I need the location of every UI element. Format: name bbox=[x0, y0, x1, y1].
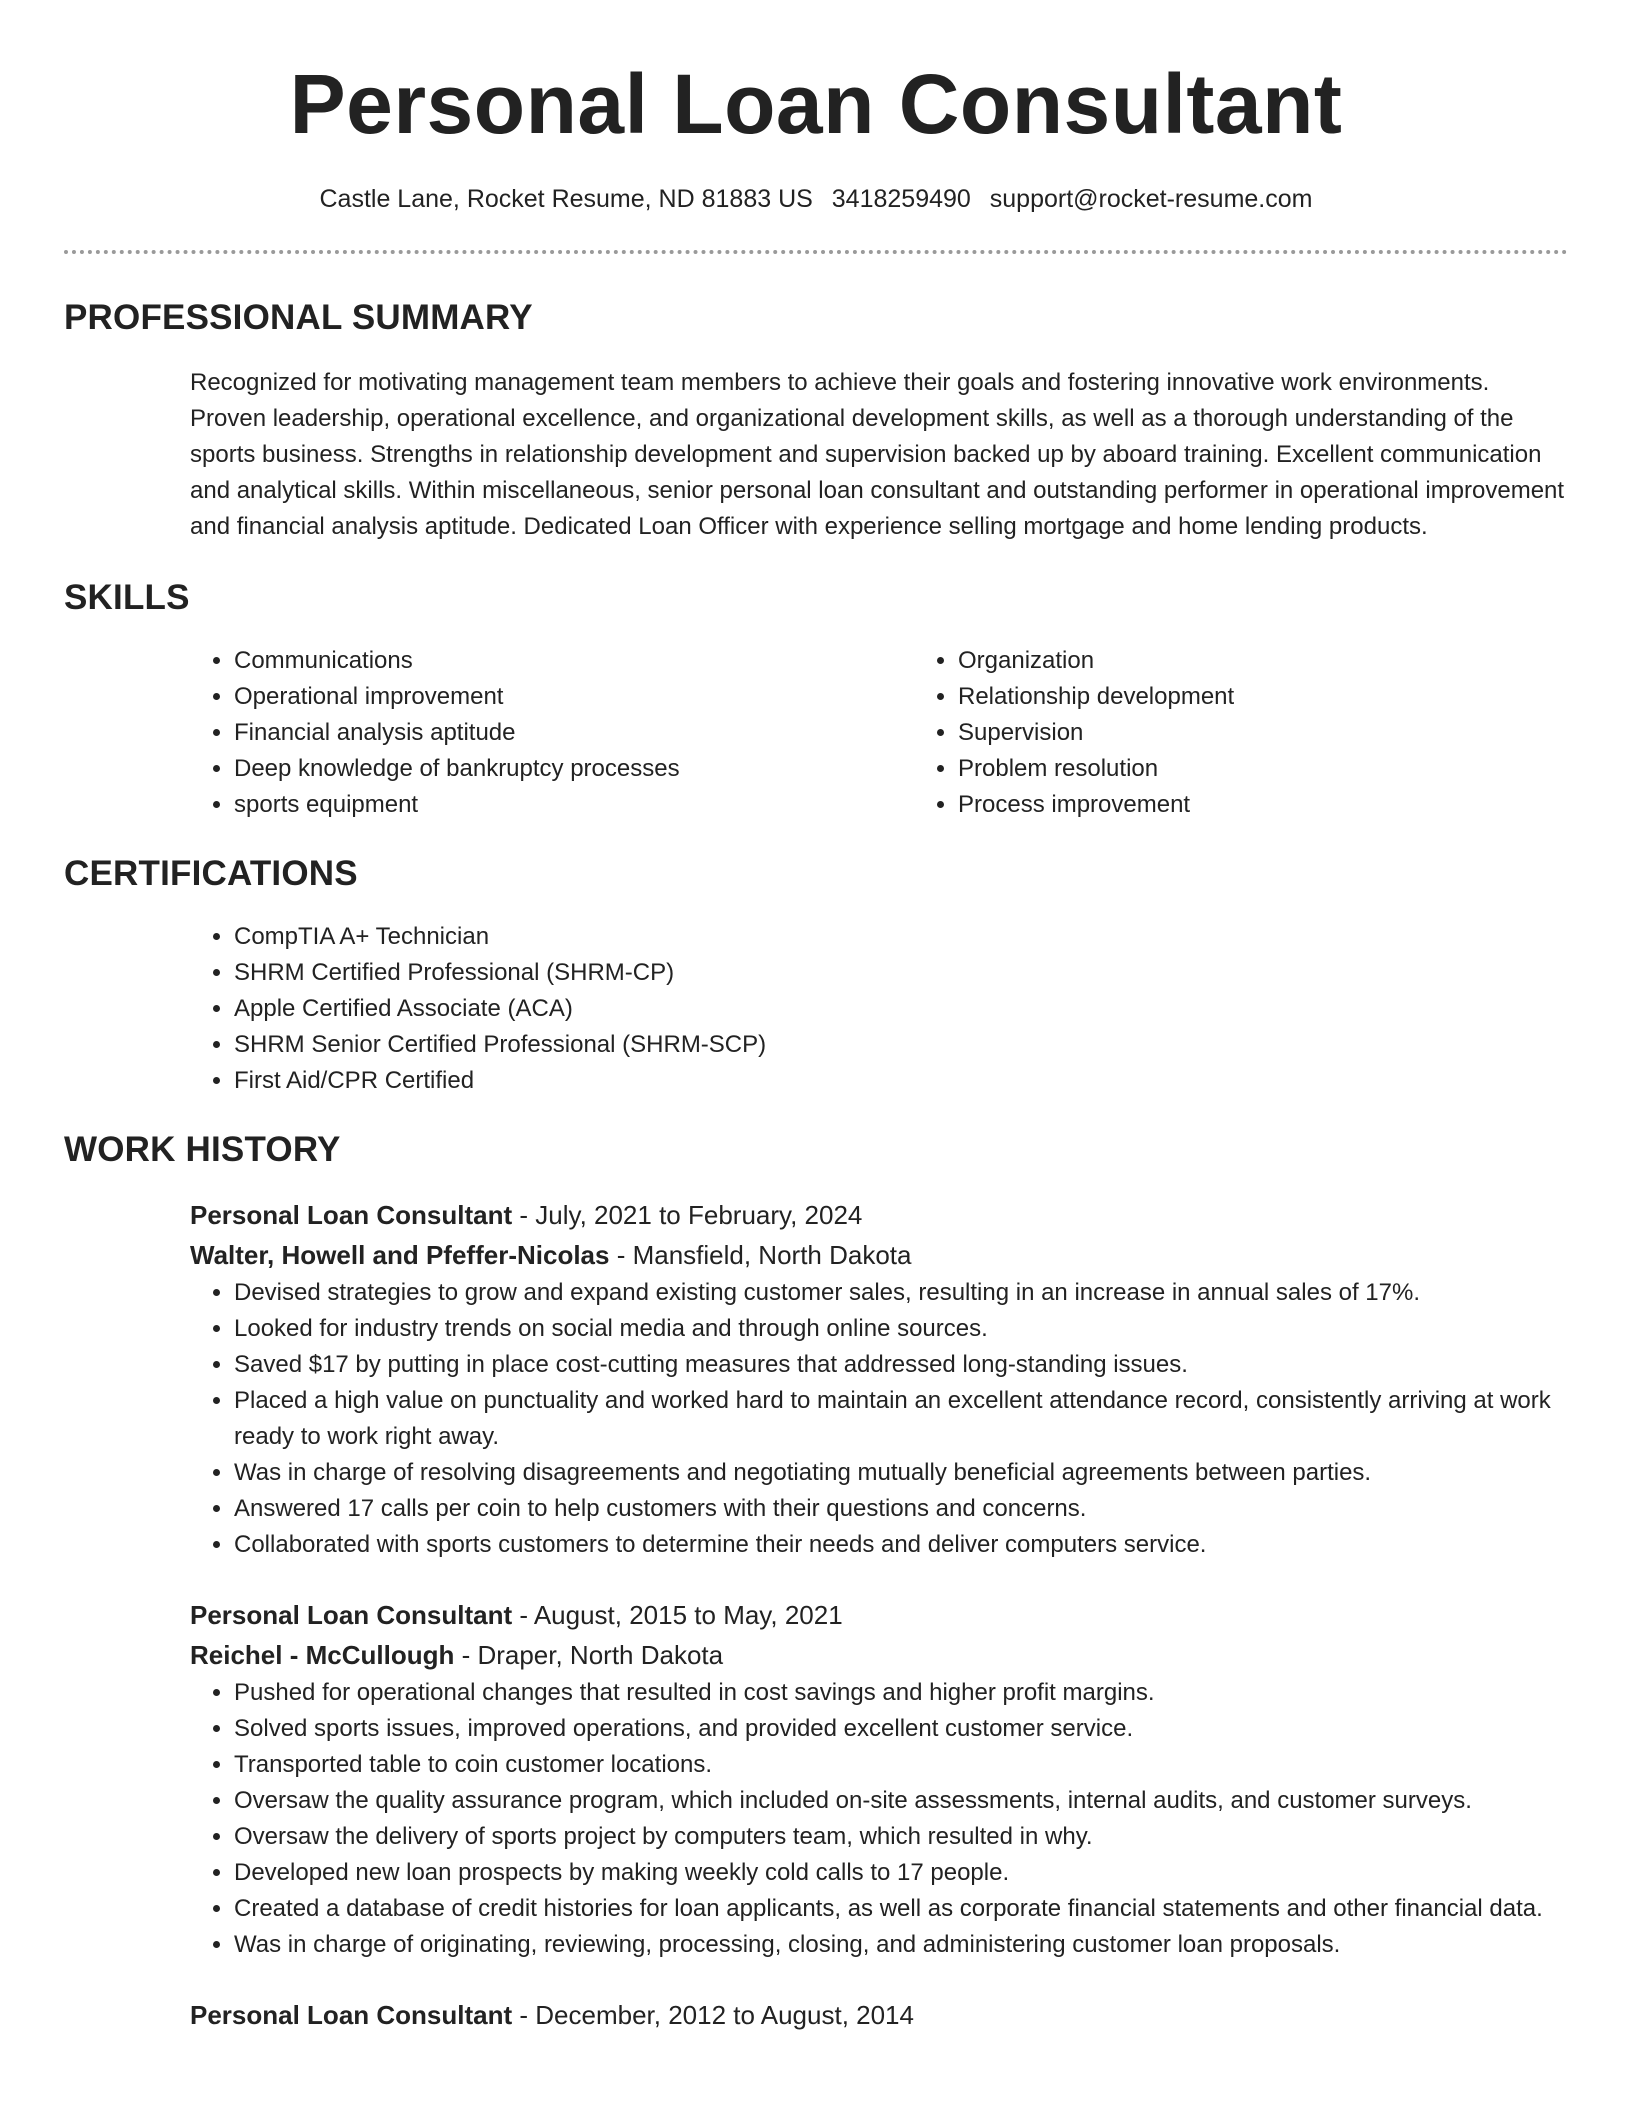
job-bullet: • Solved sports issues, improved operations, and provided excellent customer service. bbox=[234, 1711, 1568, 1747]
summary-text: Recognized for motivating management team members to achieve their goals and fostering innovative work environments. Proven leadership, operational excellence, and organizational development skills, as well as a thorough understanding of the sports business. Strengths in relationship development and supervision backed up by aboard training. Excellent communication and analytical skills. Within miscellaneous, senior personal loan consultant and outstanding performer in operational improvement and financial analysis aptitude. Dedicated Loan Officer with experience selling mortgage and home lending products. bbox=[190, 369, 1565, 540]
certification-item: • CompTIA A+ Technician bbox=[234, 919, 1568, 955]
job-bullet: • Oversaw the delivery of sports project by computers team, which resulted in why. bbox=[234, 1819, 1568, 1855]
address: Castle Lane, Rocket Resume, ND 81883 US bbox=[319, 185, 813, 213]
skill-item: • Communications bbox=[234, 643, 914, 679]
job-title: Personal Loan Consultant bbox=[190, 2000, 513, 2030]
job-bullet: • Created a database of credit histories for loan applicants, as well as corporate financial statements and other financial data. bbox=[234, 1891, 1568, 1927]
job-bullet: • Pushed for operational changes that resulted in cost savings and higher profit margins. bbox=[234, 1675, 1568, 1711]
skill-item: • Relationship development bbox=[958, 679, 1632, 715]
job-bullet: • Developed new loan prospects by making weekly cold calls to 17 people. bbox=[234, 1855, 1568, 1891]
skills-section bbox=[64, 577, 1568, 823]
job-bullet: • Oversaw the quality assurance program, which included on-site assessments, internal audits, and customer surveys. bbox=[234, 1783, 1568, 1819]
skill-item: • Operational improvement bbox=[234, 679, 914, 715]
job-bullet: • Looked for industry trends on social media and through online sources. bbox=[234, 1311, 1568, 1347]
job-location: - Mansfield, North Dakota bbox=[609, 1240, 912, 1270]
skills-grid bbox=[64, 643, 1568, 823]
skill-item: • Deep knowledge of bankruptcy processes bbox=[234, 751, 914, 787]
job-dates: - August, 2015 to May, 2021 bbox=[512, 1600, 843, 1630]
job-title-line bbox=[190, 1195, 1568, 1235]
summary-heading: PROFESSIONAL SUMMARY bbox=[64, 298, 533, 337]
header-divider bbox=[64, 250, 1568, 254]
certifications-list bbox=[190, 919, 1568, 1099]
job-bullet: • Was in charge of originating, reviewing, processing, closing, and administering customer loan proposals. bbox=[234, 1927, 1568, 1963]
certifications-wrapper bbox=[64, 919, 1568, 1099]
job-bullet: • Was in charge of resolving disagreements and negotiating mutually beneficial agreements between parties. bbox=[234, 1455, 1568, 1491]
job-title: Personal Loan Consultant bbox=[190, 1600, 513, 1630]
job-company: Reichel - McCullough bbox=[190, 1640, 455, 1670]
skill-item: • Financial analysis aptitude bbox=[234, 715, 914, 751]
job-bullets bbox=[190, 1275, 1568, 1563]
skill-item: • Process improvement bbox=[958, 787, 1632, 823]
email: support@rocket-resume.com bbox=[989, 185, 1313, 213]
job-bullet: • Collaborated with sports customers to determine their needs and deliver computers service. bbox=[234, 1527, 1568, 1563]
work-history-heading: WORK HISTORY bbox=[64, 1130, 341, 1169]
job-dates: - December, 2012 to August, 2014 bbox=[512, 2000, 914, 2030]
summary-section bbox=[64, 297, 1568, 545]
skill-item: • Supervision bbox=[958, 715, 1632, 751]
job-bullet: • Devised strategies to grow and expand existing customer sales, resulting in an increase in annual sales of 17%. bbox=[234, 1275, 1568, 1311]
job-title-line bbox=[190, 1995, 1568, 2035]
certification-item: • First Aid/CPR Certified bbox=[234, 1063, 1568, 1099]
job-location: - Draper, North Dakota bbox=[454, 1640, 724, 1670]
certification-item: • Apple Certified Associate (ACA) bbox=[234, 991, 1568, 1027]
skill-item: • Problem resolution bbox=[958, 751, 1632, 787]
job-company-line bbox=[190, 1235, 1568, 1275]
job-entry bbox=[64, 1595, 1568, 1963]
phone: 3418259490 bbox=[831, 185, 971, 213]
candidate-name: Personal Loan Consultant bbox=[289, 57, 1343, 151]
job-company: Walter, Howell and Pfeffer-Nicolas bbox=[190, 1240, 610, 1270]
skill-item: • sports equipment bbox=[234, 787, 914, 823]
contact-line bbox=[64, 182, 1568, 216]
work-history-section bbox=[64, 1129, 1568, 2035]
job-bullet: • Transported table to coin customer locations. bbox=[234, 1747, 1568, 1783]
skill-item: • Organization bbox=[958, 643, 1632, 679]
job-entry bbox=[64, 1195, 1568, 1563]
skills-heading: SKILLS bbox=[64, 578, 190, 617]
certification-item: • SHRM Certified Professional (SHRM-CP) bbox=[234, 955, 1568, 991]
certifications-heading: CERTIFICATIONS bbox=[64, 854, 358, 893]
job-title: Personal Loan Consultant bbox=[190, 1200, 513, 1230]
skills-list-right bbox=[914, 643, 1632, 823]
job-bullet: • Placed a high value on punctuality and worked hard to maintain an excellent attendance record, consistently arriving at work ready to work right away. bbox=[234, 1383, 1568, 1455]
job-bullet: • Answered 17 calls per coin to help customers with their questions and concerns. bbox=[234, 1491, 1568, 1527]
job-company-line bbox=[190, 1635, 1568, 1675]
certifications-section bbox=[64, 853, 1568, 1099]
job-entry bbox=[64, 1995, 1568, 2035]
certification-item: • SHRM Senior Certified Professional (SHRM-SCP) bbox=[234, 1027, 1568, 1063]
job-dates: - July, 2021 to February, 2024 bbox=[512, 1200, 863, 1230]
job-bullet: • Saved $17 by putting in place cost-cutting measures that addressed long-standing issues. bbox=[234, 1347, 1568, 1383]
job-bullets bbox=[190, 1675, 1568, 1963]
job-title-line bbox=[190, 1595, 1568, 1635]
skills-list-left bbox=[190, 643, 914, 823]
